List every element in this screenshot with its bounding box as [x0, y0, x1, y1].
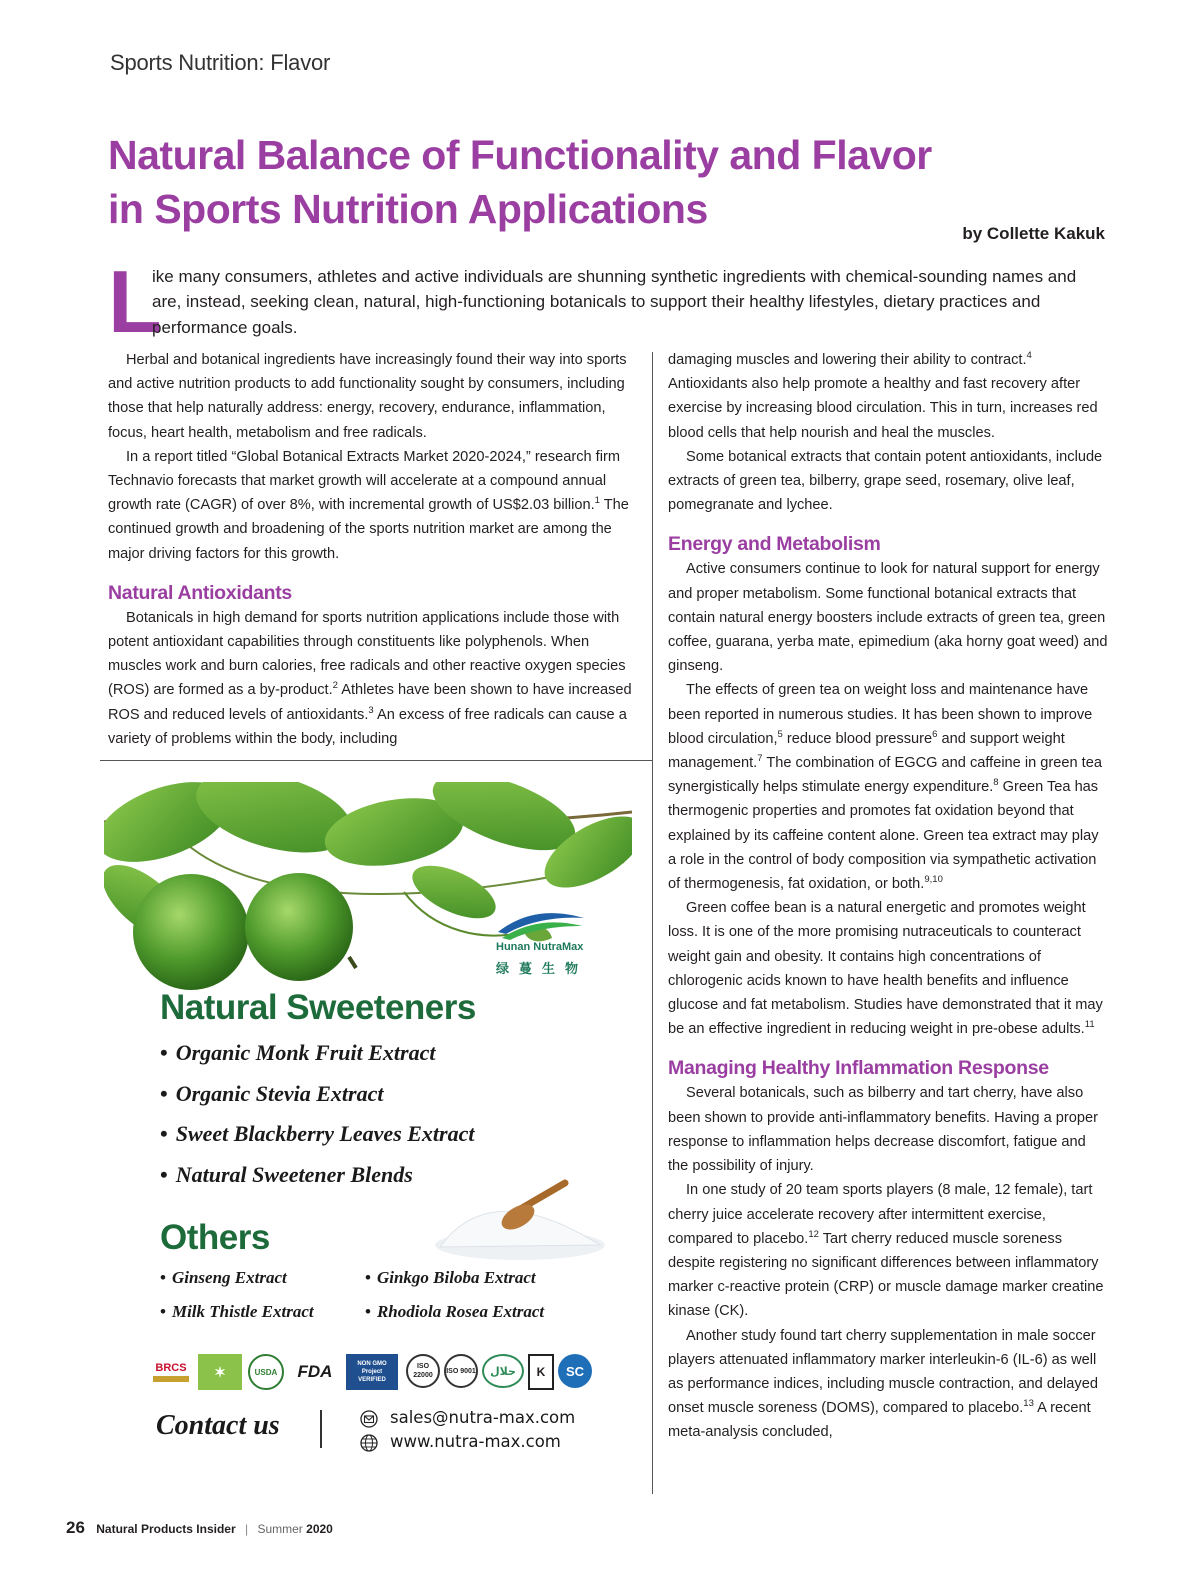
- contact-email[interactable]: [360, 1408, 575, 1428]
- footnote-ref: 9,10: [924, 874, 943, 886]
- paragraph: Active consumers continue to look for natural support for energy and proper metabolism. Some functional botanical extracts that contain natural energy boosters include extracts of green tea, green coffee, guarana, yerba mate, epimedium (aka horny goat weed) and ginseng.: [668, 561, 1108, 675]
- footnote-ref: 8: [993, 777, 999, 789]
- sc-icon: SC: [558, 1354, 592, 1388]
- eu-organic-icon: ✶: [198, 1354, 242, 1390]
- monk-fruit-illustration: [104, 782, 632, 1012]
- list-item: • Milk Thistle Extract: [160, 1302, 314, 1322]
- paragraph: Green coffee bean is a natural energetic and promotes weight loss. It is one of the more promising nutraceuticals to counteract weight gain and obesity. It contains high concentrations of chlorogenic acids known to have health benefits and influence glucose and fat metabolism. Studies have demonstrated that it may be an effective ingredient in reducing weight in pre-obese adults.$^{11}$: [668, 900, 1103, 1038]
- brcs-cert-icon: BRCS: [150, 1354, 192, 1390]
- issue-year: 2020: [306, 1522, 333, 1536]
- right-column: [668, 348, 1108, 1445]
- contact-website[interactable]: [360, 1432, 561, 1452]
- footnote-ref: 3: [368, 704, 374, 716]
- footnote-ref: 4: [1026, 350, 1032, 362]
- paragraph: Several botanicals, such as bilberry and tart cherry, have also been shown to provide anti-inflammatory benefits. Having a proper response to inflammation helps decrease discomfort, fatigue and the possibility of injury.: [668, 1085, 1098, 1175]
- brand-logo-icon: [496, 910, 586, 940]
- website-link[interactable]: www.nutra-max.com: [390, 1432, 561, 1451]
- paragraph: In a report titled “Global Botanical Extracts Market 2020-2024,” research firm Technavio forecasts that market growth will accelerate at a compound annual growth rate (CAGR) of over 8%, with incremental growth of US$2.03 billion.$^1$ The continued growth and broadening of the sports nutrition market are among the major driving factors for this growth.: [108, 448, 629, 562]
- footnote-ref: 11: [1084, 1019, 1095, 1031]
- drop-cap: L: [108, 252, 162, 351]
- globe-icon: [360, 1434, 378, 1452]
- fda-icon: FDA: [297, 1362, 333, 1381]
- brand-name: Hunan NutraMax: [496, 941, 584, 953]
- footnote-ref: 2: [332, 680, 338, 692]
- paragraph: Some botanical extracts that contain potent antioxidants, include extracts of green tea, bilberry, grape seed, rosemary, olive leaf, pomegranate and lychee.: [668, 448, 1103, 514]
- list-item: • Ginseng Extract: [160, 1268, 287, 1288]
- column-divider: [652, 352, 653, 1494]
- footnote-ref: 12: [808, 1228, 819, 1240]
- footnote-ref: 1: [594, 495, 600, 507]
- subheading-natural-antioxidants: Natural Antioxidants: [108, 581, 292, 604]
- contact-label: Contact us: [156, 1410, 280, 1441]
- ad-heading-sweeteners: Natural Sweeteners: [160, 988, 476, 1027]
- left-column: [108, 348, 636, 751]
- sweetener-powder-illustration: [430, 1175, 605, 1260]
- subheading-energy-metabolism: Energy and Metabolism: [668, 533, 881, 556]
- certification-logos: [150, 1354, 600, 1394]
- list-item: • Organic Monk Fruit Extract: [160, 1040, 474, 1081]
- paragraph: The effects of green tea on weight loss and maintenance have been reported in numerous studies. It has been shown to improve blood circulation,$^5$ reduce blood pressure$^6$ and support weight management.$^7$ The combination of EGCG and caffeine in green tea synergistically helps stimulate energy expenditure.$^8$ Green Tea has thermogenic properties and promotes fat oxidation beyond that explained by its caffeine content alone. Green tea extract may play a role in the control of body composition via sympathetic activation of thermogenesis, fat oxidation, or both.$^{9,10}$: [668, 682, 1102, 893]
- page-footer: [66, 1518, 333, 1538]
- page-number: 26: [66, 1518, 85, 1537]
- list-item: • Sweet Blackberry Leaves Extract: [160, 1121, 474, 1162]
- paragraph: In one study of 20 team sports players (8 male, 12 female), tart cherry juice accelerate recovery after intermittent exercise, compared to placebo.$^{12}$ Tart cherry reduced muscle soreness despite registering no significant differences between inflammatory marker c-reactive protein (CRP) or muscle damage marker creatine kinase (CK).: [668, 1182, 1104, 1320]
- footnote-ref: 6: [932, 728, 938, 740]
- ad-top-rule: [100, 760, 653, 761]
- iso-9001-icon: ISO 9001: [444, 1354, 478, 1388]
- list-item: • Organic Stevia Extract: [160, 1081, 474, 1122]
- title-line-2: in Sports Nutrition Applications: [108, 186, 708, 232]
- footnote-ref: 7: [757, 753, 763, 765]
- halal-icon: حلال: [482, 1354, 524, 1388]
- contact-divider: [320, 1410, 322, 1448]
- title-line-1: Natural Balance of Functionality and Flavor: [108, 132, 932, 178]
- usda-organic-icon: USDA: [248, 1354, 284, 1390]
- issue-season: Summer: [257, 1522, 303, 1536]
- subheading-inflammation: Managing Healthy Inflammation Response: [668, 1057, 1049, 1080]
- paragraph: Botanicals in high demand for sports nutrition applications include those with potent antioxidant capabilities through constituents like polyphenols. When muscles work and burn calories, free radicals and other reactive oxygen species (ROS) are formed as a by-product.$^2$ Athletes have been shown to have increased ROS and reduced levels of antioxidants.$^3$ An excess of free radicals can cause a variety of problems within the body, including: [108, 609, 632, 747]
- footnote-ref: 13: [1023, 1398, 1034, 1410]
- footer-separator: |: [244, 1522, 249, 1536]
- magazine-name: Natural Products Insider: [96, 1522, 236, 1536]
- paragraph: Herbal and botanical ingredients have increasingly found their way into sports and active nutrition products to add functionality sought by consumers, including those that help naturally address: energy, recovery, endurance, inflammation, focus, heart health, metabolism and free radicals.: [108, 352, 627, 441]
- kosher-icon: K: [528, 1354, 554, 1390]
- byline: by Collette Kakuk: [962, 224, 1105, 243]
- section-label: Sports Nutrition: Flavor: [110, 50, 331, 75]
- footnote-ref: 5: [777, 728, 783, 740]
- paragraph: Another study found tart cherry supplementation in male soccer players attenuated inflammatory marker interleukin-6 (IL-6) as well as performance indices, including muscle contraction, and delayed onset muscle soreness (DOMS), compared to placebo.$^{13}$ A recent meta-analysis concluded,: [668, 1327, 1098, 1441]
- list-item: • Natural Sweetener Blends: [160, 1162, 474, 1203]
- envelope-icon: [360, 1410, 378, 1428]
- sweetener-list: [160, 1040, 474, 1202]
- brand-name-chinese: 绿蔓生物: [496, 961, 589, 976]
- list-item: • Ginkgo Biloba Extract: [365, 1268, 536, 1288]
- email-link[interactable]: sales@nutra-max.com: [390, 1408, 576, 1427]
- article-title: [108, 128, 1008, 236]
- non-gmo-icon: NON GMO Project VERIFIED: [346, 1354, 398, 1390]
- iso-22000-icon: ISO 22000: [406, 1354, 440, 1388]
- lead-text: ike many consumers, athletes and active individuals are shunning synthetic ingredients with chemical-sounding names and are, instead, seeking clean, natural, high-functioning botanicals to support their healthy lifestyles, dietary practices and performance goals.: [152, 267, 1077, 337]
- list-item: • Rhodiola Rosea Extract: [365, 1302, 544, 1322]
- ad-heading-others: Others: [160, 1218, 270, 1257]
- paragraph: damaging muscles and lowering their ability to contract.$^4$ Antioxidants also help promote a healthy and fast recovery after exercise by increasing blood circulation. This in turn, increases red blood cells that help nourish and heal the muscles.: [668, 350, 1098, 441]
